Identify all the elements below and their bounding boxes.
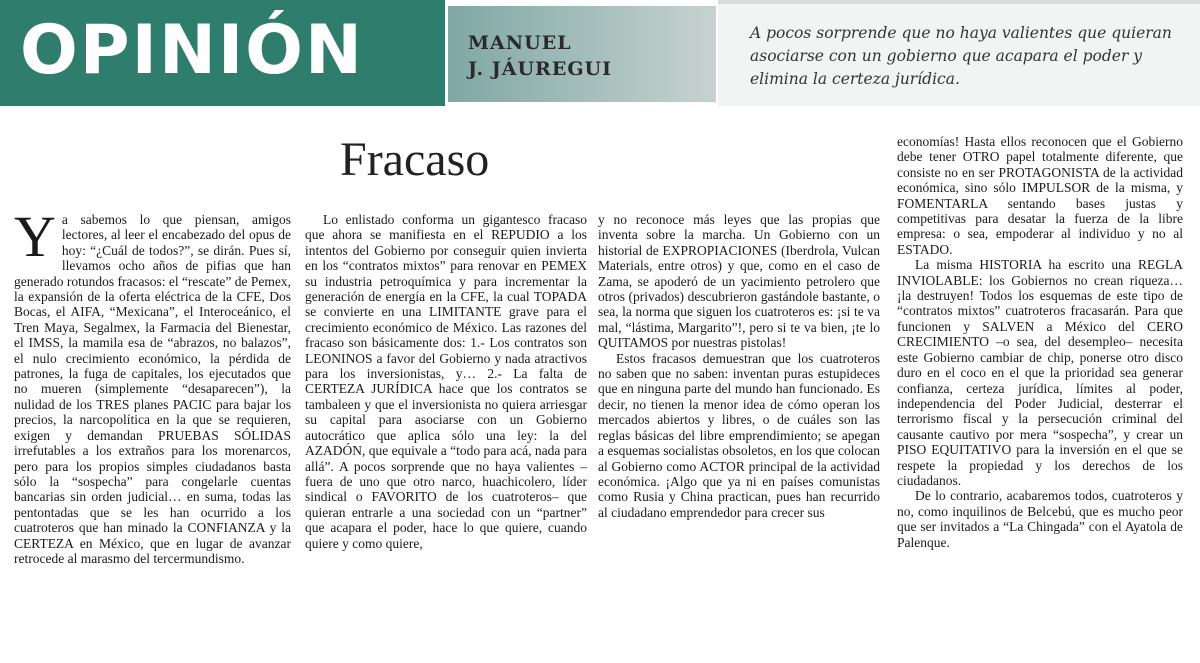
- author-name-line1: MANUEL: [468, 32, 572, 54]
- article-column-3: [598, 212, 880, 652]
- paragraph: economías! Hasta ellos reconocen que el Gobierno debe tener OTRO papel totalmente diferente, que consiste no en ser PROTAGONISTA de la actividad económica, sino sólo IMPULSOR de la misma, y FOMENTARLA sentando bases justas y competitivas para desatar la fuerza de la libre empresa: o sea, empoderar al individuo y no al ESTADO.: [897, 134, 1183, 257]
- paragraph: De lo contrario, acabaremos todos, cuatroteros y no, como inquilinos de Belcebú, que es mucho peor que ser invitados a “La Chingada” con el Ayatola de Palenque.: [897, 488, 1183, 550]
- paragraph-text: a sabemos lo que piensan, amigos lectores, al leer el encabezado del opus de hoy: “¿Cuál de todos?”, se dirán. Pues sí, llevamos ocho años de pifias que han generado rotundos fracasos: el “rescate” de Pemex, la expansión de la oferta eléctrica de la CFE, Dos Bocas, el AIFA, “Mexicana”, el Interoceánico, el Tren Maya, Segalmex, la Farmacia del Bienestar, el IMSS, la mamila esa de “abrazos, no balazos”, el nulo crecimiento económico, la pérdida de patrones, la fuga de capitales, los ejecutados que no mueren (simplemente “desaparecen”), la nulidad de los TRES planes PACIC para bajar los precios, la narcopolítica en la que se requieren, exigen y demandan PRUEBAS SÓLIDAS irrefutables a los extraños para los morenarcos, pero para los propios simples ciudadanos basta sólo la “sospecha” para congelarle cuentas bancarias sin orden judicial… en suma, todas las pentontadas que se les han ocurrido a los cuatroteros que han minado la CONFIANZA y la CERTEZA en México, que en lugar de avanzar retrocede al marasmo del tercermundismo.: [14, 212, 292, 566]
- article-column-4: [897, 134, 1183, 652]
- paragraph: La misma HISTORIA ha escrito una REGLA INVIOLABLE: los Gobiernos no crean riqueza… ¡la destruyen! Todos los esquemas de este tipo de “contratos mixtos” cuatroteros fracasarán. Para que funcionen y SALVEN a México del CERO CRECIMIENTO –o sea, del desempleo– necesita este Gobierno cambiar de chip, ponerse otro disco duro en el coco en el que la prioridad sea generar confianza, certeza jurídica, límites al poder, independencia del Poder Judicial, desterrar el terrorismo fiscal y la persecución criminal del causante cautivo por mera “sospecha”, y crear un PISO EQUITATIVO para la inversión en el que se respete la propiedad y los derechos de los ciudadanos.: [897, 257, 1183, 488]
- section-title: OPINIÓN: [20, 11, 364, 90]
- article-column-1: [14, 204, 292, 652]
- header-banner: [0, 0, 1200, 106]
- author-name-line2: J. JÁUREGUI: [468, 58, 612, 80]
- author-name: [468, 30, 612, 82]
- paragraph: Lo enlistado conforma un gigantesco fracaso que ahora se manifiesta en el REPUDIO a los intentos del Gobierno por conseguir quien invierta en los “contratos mixtos” para renovar en PEMEX su industria petroquímica y para incrementar la generación de energía en la CFE, la cual TOPADA se convierte en una LIMITANTE grave para el crecimiento económico de México. Las razones del fracaso son básicamente dos: 1.- Los contratos son LEONINOS a favor del Gobierno y nada atractivos para los inversionistas, y… 2.- La falta de CERTEZA JURÍDICA hace que los contratos se tambaleen y que el inversionista no quiera arriesgar su capital para asociarse con un Gobierno autocrático que aplica sólo una ley: la del AZADÓN, que equivale a “todo para acá, nada para allá”. A pocos sorprende que no haya valientes –fuera de uno que otro narco, huachicolero, líder sindical o FAVORITO de los cuatroteros– que quieran entrarle a una sociedad con un “partner” que acapara el poder, hace lo que quiere, cuando quiere y como quiere,: [305, 212, 587, 551]
- article-title: Fracaso: [340, 133, 490, 186]
- drop-cap: Y: [14, 204, 56, 269]
- article-column-2: [305, 212, 587, 652]
- paragraph: [14, 204, 292, 566]
- paragraph: y no reconoce más leyes que las propias que inventa sobre la marcha. Un Gobierno con un historial de EXPROPIACIONES (Iberdrola, Vulcan Materials, entre otros) y que, como en el caso de Zama, se apoderó de un yacimiento petrolero que otros (privados) descubrieron gastándole bastante, o sea, la norma que siguen los cuatroteros es: ¡si te va mal, “lástima, Margarito”!, pero si te va bien, ¡te lo QUITAMOS por nuestras pistolas!: [598, 212, 880, 351]
- paragraph: Estos fracasos demuestran que los cuatroteros no saben que no saben: inventan puras estupideces que en ninguna parte del mundo han funcionado. Es decir, no tienen la menor idea de cómo operan los mercados abiertos y libres, o de cuáles son las reglas básicas del libre emprendimiento; se apegan a esquemas socialistas obsoletos, en los que colocan al Gobierno como ACTOR principal de la actividad económica. ¡Algo que ya ni en países comunistas como Rusia y China practican, pues han recurrido al ciudadano emprendedor para crecer sus: [598, 350, 880, 520]
- article-blurb: A pocos sorprende que no haya valientes que quieran asociarse con un gobierno que acapara el poder y elimina la certeza jurídica.: [750, 24, 1172, 88]
